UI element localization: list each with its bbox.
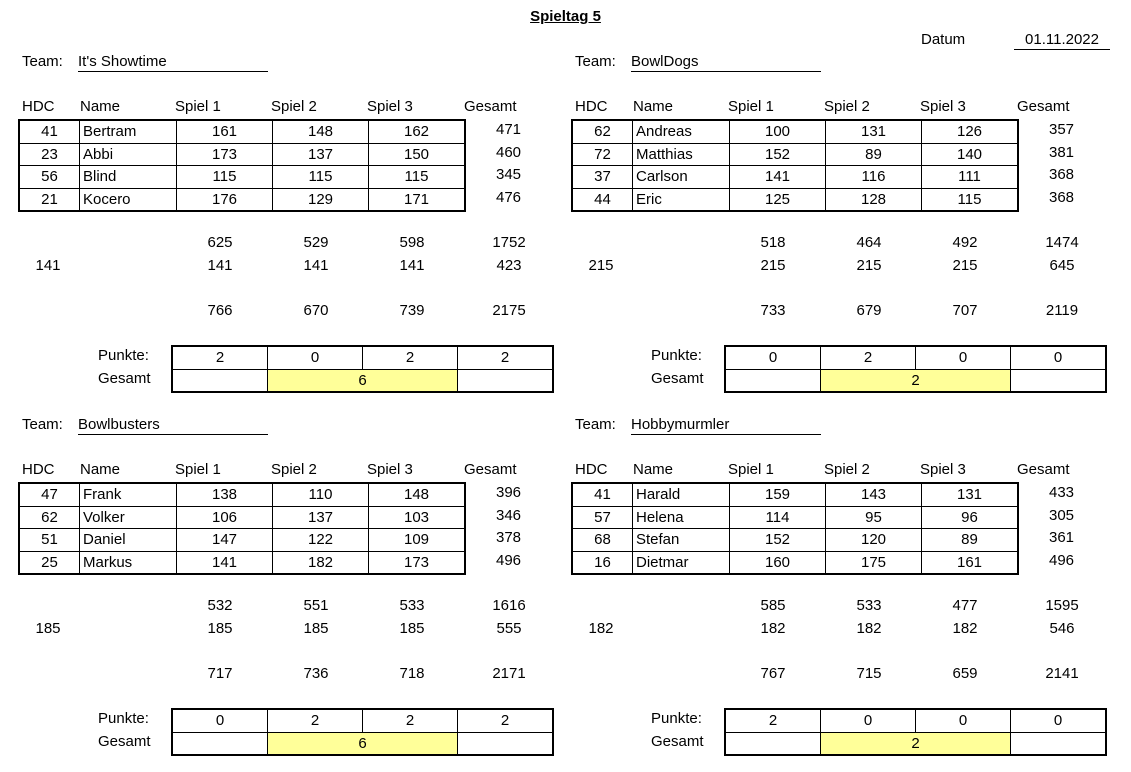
gesamt-points-label: Gesamt	[98, 733, 151, 750]
points-spiel1: 0	[725, 346, 821, 369]
sum-spiel3: 598	[399, 234, 425, 251]
hdc-spiel2: 141	[303, 257, 329, 274]
player-spiel3: 150	[369, 143, 466, 166]
punkte-label: Punkte:	[651, 710, 702, 727]
hdc-total: 546	[1049, 620, 1075, 637]
name-header: Name	[633, 98, 674, 115]
team-name: It's Showtime	[78, 53, 268, 72]
player-name: Blind	[80, 166, 177, 189]
player-hdc: 47	[19, 483, 80, 506]
points-total: 2	[821, 369, 1011, 392]
player-spiel2: 128	[826, 188, 922, 211]
player-name: Abbi	[80, 143, 177, 166]
sum-spiel1: 585	[760, 597, 786, 614]
player-spiel2: 175	[826, 551, 922, 574]
team-hdc: 185	[35, 620, 61, 637]
player-spiel1: 176	[177, 188, 273, 211]
player-total: 346	[495, 507, 522, 524]
player-spiel1: 114	[730, 506, 826, 529]
points-spiel3: 2	[363, 709, 458, 732]
hdc-spiel3: 182	[952, 620, 978, 637]
table-row	[572, 529, 1018, 552]
spiel1-header: Spiel 1	[175, 98, 221, 115]
player-hdc: 62	[19, 506, 80, 529]
spiel3-header: Spiel 3	[920, 461, 966, 478]
player-total: 396	[495, 484, 522, 501]
player-name: Carlson	[633, 166, 730, 189]
final-total: 2171	[492, 665, 526, 682]
gesamt-header: Gesamt	[464, 461, 517, 478]
table-row	[19, 551, 465, 574]
points-spiel2: 0	[821, 709, 916, 732]
player-name: Harald	[633, 483, 730, 506]
points-empty-cell	[172, 732, 268, 755]
name-header: Name	[633, 461, 674, 478]
team-block-2	[553, 0, 1113, 389]
player-name: Markus	[80, 551, 177, 574]
hdc-spiel1: 215	[760, 257, 786, 274]
player-spiel3: 162	[369, 120, 466, 143]
hdc-spiel1: 185	[207, 620, 233, 637]
points-empty-cell	[458, 732, 554, 755]
table-row	[19, 529, 465, 552]
table-row	[19, 166, 465, 189]
player-spiel3: 140	[922, 143, 1019, 166]
player-spiel3: 109	[369, 529, 466, 552]
player-spiel3: 115	[369, 166, 466, 189]
team-label: Team:	[575, 416, 616, 433]
team-block-4	[553, 363, 1113, 752]
player-name: Daniel	[80, 529, 177, 552]
spiel3-header: Spiel 3	[367, 461, 413, 478]
gesamt-points-label: Gesamt	[651, 733, 704, 750]
player-total: 496	[495, 552, 522, 569]
table-row	[572, 188, 1018, 211]
team-hdc: 215	[588, 257, 614, 274]
hdc-total: 423	[496, 257, 522, 274]
gesamt-header: Gesamt	[464, 98, 517, 115]
spiel1-header: Spiel 1	[728, 461, 774, 478]
player-spiel3: 173	[369, 551, 466, 574]
player-spiel2: 122	[273, 529, 369, 552]
sum-total: 1752	[492, 234, 526, 251]
spiel3-header: Spiel 3	[920, 98, 966, 115]
player-spiel2: 110	[273, 483, 369, 506]
hdc-header: HDC	[22, 98, 55, 115]
sum-spiel3: 492	[952, 234, 978, 251]
player-spiel3: 126	[922, 120, 1019, 143]
player-spiel1: 152	[730, 143, 826, 166]
final-spiel2: 670	[303, 302, 329, 319]
final-spiel3: 718	[399, 665, 425, 682]
points-total: 6	[268, 369, 458, 392]
player-name: Helena	[633, 506, 730, 529]
player-spiel1: 152	[730, 529, 826, 552]
table-row	[572, 506, 1018, 529]
table-row	[572, 166, 1018, 189]
final-spiel2: 679	[856, 302, 882, 319]
player-total: 471	[495, 121, 522, 138]
player-total: 345	[495, 166, 522, 183]
final-spiel1: 717	[207, 665, 233, 682]
gesamt-header: Gesamt	[1017, 98, 1070, 115]
final-total: 2119	[1045, 302, 1079, 319]
hdc-header: HDC	[575, 98, 608, 115]
team-label: Team:	[22, 416, 63, 433]
spiel2-header: Spiel 2	[271, 461, 317, 478]
final-spiel1: 766	[207, 302, 233, 319]
page-title: Spieltag 5	[530, 8, 601, 25]
sum-spiel1: 625	[207, 234, 233, 251]
team-name: Bowlbusters	[78, 416, 268, 435]
team-block-3	[0, 363, 560, 752]
final-spiel3: 659	[952, 665, 978, 682]
team-hdc: 141	[35, 257, 61, 274]
punkte-label: Punkte:	[98, 710, 149, 727]
points-table	[724, 708, 1107, 756]
final-spiel2: 736	[303, 665, 329, 682]
points-gesamt: 0	[1011, 709, 1107, 732]
points-spiel1: 2	[172, 346, 268, 369]
player-name: Eric	[633, 188, 730, 211]
team-label: Team:	[575, 53, 616, 70]
player-spiel3: 131	[922, 483, 1019, 506]
player-name: Bertram	[80, 120, 177, 143]
final-spiel2: 715	[856, 665, 882, 682]
points-spiel2: 2	[268, 709, 363, 732]
sum-spiel1: 532	[207, 597, 233, 614]
sum-spiel3: 533	[399, 597, 425, 614]
team-name: BowlDogs	[631, 53, 821, 72]
gesamt-points-label: Gesamt	[98, 370, 151, 387]
player-name: Dietmar	[633, 551, 730, 574]
player-spiel2: 115	[273, 166, 369, 189]
team-label: Team:	[22, 53, 63, 70]
player-spiel2: 137	[273, 506, 369, 529]
sum-spiel2: 533	[856, 597, 882, 614]
player-spiel2: 143	[826, 483, 922, 506]
sum-total: 1595	[1045, 597, 1079, 614]
final-spiel3: 739	[399, 302, 425, 319]
player-hdc: 56	[19, 166, 80, 189]
hdc-spiel1: 182	[760, 620, 786, 637]
sum-spiel2: 464	[856, 234, 882, 251]
hdc-spiel3: 141	[399, 257, 425, 274]
table-row	[572, 551, 1018, 574]
points-total: 6	[268, 732, 458, 755]
player-spiel2: 95	[826, 506, 922, 529]
hdc-spiel2: 185	[303, 620, 329, 637]
sum-spiel2: 551	[303, 597, 329, 614]
player-spiel1: 125	[730, 188, 826, 211]
player-spiel3: 111	[922, 166, 1019, 189]
final-total: 2141	[1045, 665, 1079, 682]
player-spiel1: 160	[730, 551, 826, 574]
player-spiel1: 138	[177, 483, 273, 506]
gesamt-header: Gesamt	[1017, 461, 1070, 478]
player-spiel1: 141	[177, 551, 273, 574]
points-gesamt: 2	[458, 346, 554, 369]
sum-spiel3: 477	[952, 597, 978, 614]
player-total: 378	[495, 529, 522, 546]
table-row	[19, 120, 465, 143]
table-row	[572, 120, 1018, 143]
hdc-spiel3: 185	[399, 620, 425, 637]
player-name: Kocero	[80, 188, 177, 211]
sum-total: 1616	[492, 597, 526, 614]
player-spiel1: 173	[177, 143, 273, 166]
player-spiel3: 161	[922, 551, 1019, 574]
sum-total: 1474	[1045, 234, 1079, 251]
player-name: Andreas	[633, 120, 730, 143]
final-total: 2175	[492, 302, 526, 319]
points-spiel3: 0	[916, 709, 1011, 732]
player-table	[571, 119, 1019, 212]
points-spiel2: 0	[268, 346, 363, 369]
table-row	[19, 483, 465, 506]
player-total: 368	[1048, 166, 1075, 183]
player-spiel1: 161	[177, 120, 273, 143]
player-total: 433	[1048, 484, 1075, 501]
spiel1-header: Spiel 1	[175, 461, 221, 478]
player-name: Frank	[80, 483, 177, 506]
player-hdc: 41	[19, 120, 80, 143]
player-total: 496	[1048, 552, 1075, 569]
player-hdc: 23	[19, 143, 80, 166]
player-total: 368	[1048, 189, 1075, 206]
player-spiel2: 131	[826, 120, 922, 143]
player-spiel2: 129	[273, 188, 369, 211]
spiel3-header: Spiel 3	[367, 98, 413, 115]
final-spiel3: 707	[952, 302, 978, 319]
team-name: Hobbymurmler	[631, 416, 821, 435]
spiel1-header: Spiel 1	[728, 98, 774, 115]
points-table	[171, 708, 554, 756]
player-hdc: 62	[572, 120, 633, 143]
player-hdc: 51	[19, 529, 80, 552]
player-total: 361	[1048, 529, 1075, 546]
player-spiel1: 147	[177, 529, 273, 552]
player-spiel1: 100	[730, 120, 826, 143]
hdc-spiel3: 215	[952, 257, 978, 274]
team-hdc: 182	[588, 620, 614, 637]
points-spiel3: 0	[916, 346, 1011, 369]
points-spiel1: 0	[172, 709, 268, 732]
player-spiel3: 115	[922, 188, 1019, 211]
hdc-total: 645	[1049, 257, 1075, 274]
player-total: 476	[495, 189, 522, 206]
datum-label: Datum	[921, 31, 966, 48]
player-hdc: 25	[19, 551, 80, 574]
hdc-spiel1: 141	[207, 257, 233, 274]
name-header: Name	[80, 461, 121, 478]
name-header: Name	[80, 98, 121, 115]
player-total: 357	[1048, 121, 1075, 138]
punkte-label: Punkte:	[651, 347, 702, 364]
hdc-header: HDC	[575, 461, 608, 478]
player-hdc: 57	[572, 506, 633, 529]
player-spiel3: 103	[369, 506, 466, 529]
points-spiel3: 2	[363, 346, 458, 369]
final-spiel1: 767	[760, 665, 786, 682]
player-spiel2: 148	[273, 120, 369, 143]
player-spiel2: 120	[826, 529, 922, 552]
punkte-label: Punkte:	[98, 347, 149, 364]
player-total: 305	[1048, 507, 1075, 524]
points-spiel2: 2	[821, 346, 916, 369]
sum-spiel1: 518	[760, 234, 786, 251]
datum-value: 01.11.2022	[1014, 31, 1110, 50]
spiel2-header: Spiel 2	[824, 461, 870, 478]
points-gesamt: 2	[458, 709, 554, 732]
team-block-1	[0, 0, 560, 389]
table-row	[572, 143, 1018, 166]
player-hdc: 21	[19, 188, 80, 211]
player-spiel2: 116	[826, 166, 922, 189]
player-spiel1: 159	[730, 483, 826, 506]
final-spiel1: 733	[760, 302, 786, 319]
player-hdc: 37	[572, 166, 633, 189]
player-spiel1: 106	[177, 506, 273, 529]
player-table	[18, 482, 466, 575]
points-empty-cell	[1011, 732, 1107, 755]
gesamt-points-label: Gesamt	[651, 370, 704, 387]
player-spiel3: 148	[369, 483, 466, 506]
player-spiel2: 137	[273, 143, 369, 166]
player-table	[571, 482, 1019, 575]
table-row	[19, 143, 465, 166]
player-table	[18, 119, 466, 212]
player-hdc: 16	[572, 551, 633, 574]
hdc-spiel2: 182	[856, 620, 882, 637]
hdc-total: 555	[496, 620, 522, 637]
hdc-spiel2: 215	[856, 257, 882, 274]
player-spiel3: 171	[369, 188, 466, 211]
player-spiel2: 182	[273, 551, 369, 574]
hdc-header: HDC	[22, 461, 55, 478]
player-name: Volker	[80, 506, 177, 529]
points-spiel1: 2	[725, 709, 821, 732]
table-row	[19, 506, 465, 529]
points-empty-cell	[725, 732, 821, 755]
spiel2-header: Spiel 2	[824, 98, 870, 115]
player-name: Matthias	[633, 143, 730, 166]
sum-spiel2: 529	[303, 234, 329, 251]
player-total: 381	[1048, 144, 1075, 161]
player-name: Stefan	[633, 529, 730, 552]
player-spiel3: 89	[922, 529, 1019, 552]
points-total: 2	[821, 732, 1011, 755]
player-hdc: 72	[572, 143, 633, 166]
spiel2-header: Spiel 2	[271, 98, 317, 115]
player-hdc: 44	[572, 188, 633, 211]
table-row	[572, 483, 1018, 506]
player-hdc: 68	[572, 529, 633, 552]
table-row	[19, 188, 465, 211]
player-total: 460	[495, 144, 522, 161]
player-spiel3: 96	[922, 506, 1019, 529]
player-spiel2: 89	[826, 143, 922, 166]
player-spiel1: 115	[177, 166, 273, 189]
points-gesamt: 0	[1011, 346, 1107, 369]
player-hdc: 41	[572, 483, 633, 506]
player-spiel1: 141	[730, 166, 826, 189]
